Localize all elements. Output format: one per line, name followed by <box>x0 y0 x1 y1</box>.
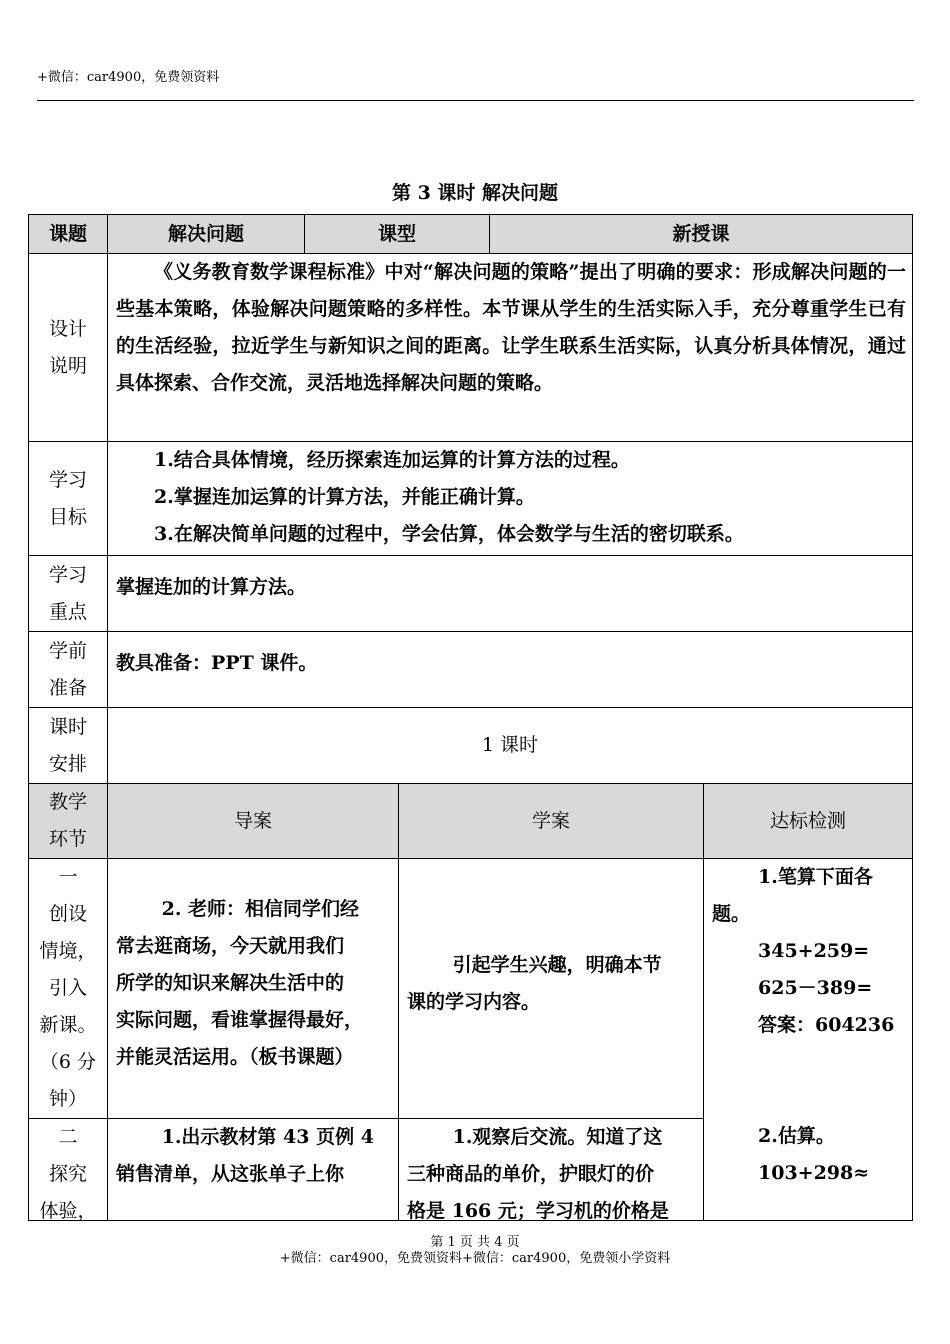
design-text: 《义务教育数学课程标准》中对“解决问题的策略”提出了明确的要求：形成解决问题的一些基本策略，体验解决问题策略的多样性。本节课从学生的生活实际入手，充分尊重学生已有的生活经验，拉近学生与新知识之间的距离。让学生联系生活实际，认真分析具体情况，通过具体探索、合作交流，灵活地选择解决问题的策略。 <box>107 253 913 442</box>
goal-item: 1.结合具体情境，经历探索连加运算的计算方法的过程。 <box>154 449 630 471</box>
col-stage: 教学 环节 <box>28 783 108 859</box>
stage1-label: 一 创设 情境， 引入 新课。 （6 分 钟） <box>28 858 108 1119</box>
col-learn: 学案 <box>398 783 704 859</box>
label-prep: 学前 准备 <box>28 631 108 708</box>
goal-item: 2.掌握连加运算的计算方法，并能正确计算。 <box>154 486 535 508</box>
header-note: +微信：car4900，免费领资料 <box>37 70 220 85</box>
stage2-label: 二 探究 体验， <box>28 1118 108 1221</box>
label-goals: 学习 目标 <box>28 441 108 556</box>
label-topic: 课题 <box>28 214 108 254</box>
topic-value: 解决问题 <box>107 214 305 254</box>
type-value: 新授课 <box>489 214 913 254</box>
header-divider <box>37 100 914 101</box>
col-guide: 导案 <box>107 783 399 859</box>
label-design: 设计 说明 <box>28 253 108 442</box>
stage2-learn: 1.观察后交流。知道了这 三种商品的单价，护眼灯的价 格是 166 元；学习机的价格是 <box>398 1118 704 1221</box>
label-schedule: 课时 安排 <box>28 707 108 784</box>
goals-list <box>107 441 913 556</box>
goal-item: 3.在解决简单问题的过程中，学会估算，体会数学与生活的密切联系。 <box>154 523 744 545</box>
lesson-title: 第 3 课时 解决问题 <box>391 182 559 204</box>
footer-note: +微信：car4900，免费领资料+微信：car4900，免费领小学资料 <box>279 1251 671 1266</box>
page-number: 第 1 页 共 4 页 <box>430 1235 520 1250</box>
stage1-guide: 2. 老师：相信同学们经 常去逛商场，今天就用我们 所学的知识来解决生活中的 实际问题，看谁掌握得最好， 并能灵活运用。（板书课题） <box>107 858 399 1119</box>
stage2-guide: 1.出示教材第 43 页例 4 销售清单，从这张单子上你 <box>107 1118 399 1221</box>
label-type: 课型 <box>304 214 490 254</box>
check-column: 1.笔算下面各 题。 345+259= 625－389= 答案：604236 2.估算。 103+298≈ <box>703 858 913 1221</box>
label-focus: 学习 重点 <box>28 555 108 632</box>
schedule-text: 1 课时 <box>107 707 913 784</box>
stage1-learn: 引起学生兴趣，明确本节 课的学习内容。 <box>398 858 704 1119</box>
prep-text: 教具准备：PPT 课件。 <box>107 631 913 708</box>
col-check: 达标检测 <box>703 783 913 859</box>
focus-text: 掌握连加的计算方法。 <box>107 555 913 632</box>
